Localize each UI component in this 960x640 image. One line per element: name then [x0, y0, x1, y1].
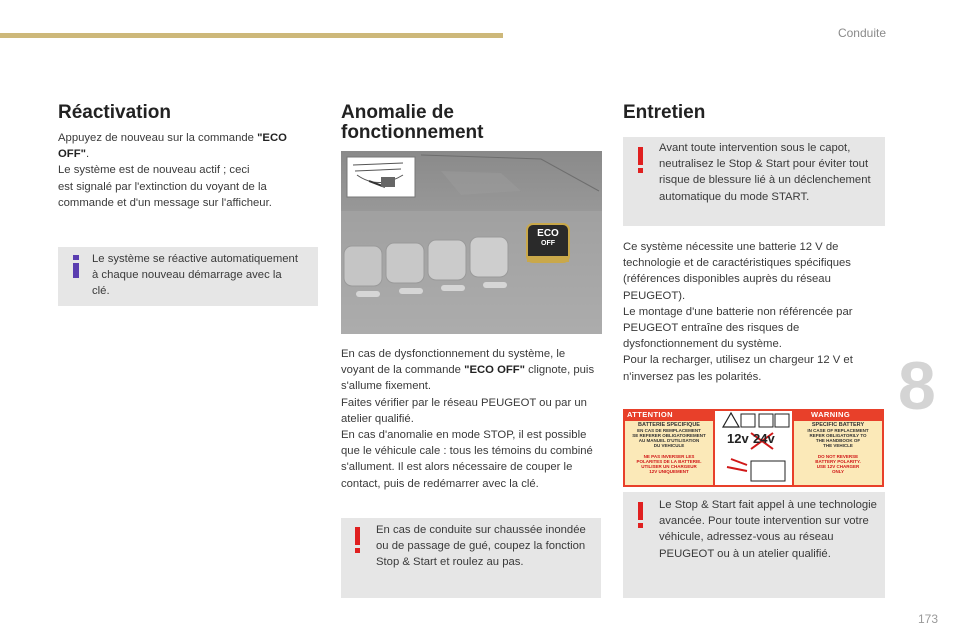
- entretien-warning-top-text: Avant toute intervention sous le capot, neutralisez le Stop & Start pour éviter tout risque de blessure lié à un déclenchement automatique du mode START.: [659, 142, 871, 203]
- chapter-number: 8: [898, 348, 936, 424]
- entretien-paragraph-3: Pour la recharger, utilisez un chargeur 12 V et n'inversez pas les polarités.: [623, 354, 853, 383]
- anomalie-paragraph-1: En cas de dysfonctionnement du système, le voyant de la commande "ECO OFF" clignote, puis s'allume fixement.: [341, 348, 595, 393]
- anomalie-paragraph-2: Faites vérifier par le réseau PEUGEOT ou par un atelier qualifié.: [341, 396, 587, 425]
- battery-warning-label: [623, 409, 884, 487]
- page-number: 173: [917, 612, 938, 626]
- anomalie-title: Anomalie de fonctionnement: [341, 102, 484, 143]
- header-accent-bar: [0, 33, 503, 38]
- entretien-title: Entretien: [623, 102, 706, 123]
- label-12v: 12v: [727, 431, 749, 446]
- anomalie-warning-text: En cas de conduite sur chaussée inondée ou de passage de gué, coupez la fonction Stop & Start et roulez au pas.: [376, 524, 586, 569]
- entretien-warning-top-box: [623, 137, 885, 226]
- entretien-text: [623, 239, 885, 385]
- label-fr-text: BATTERIE SPECIFIQUE EN CAS DE REMPLACEMENT SE REFERER OBLIGATOIREMENT AU MANUEL D'UTILISATION DU VEHICULE NE PAS INVERSER LES POLARITES DE LA BATTERIE. UTILISER UN CHARGEUR 12V UNIQUEMENT: [632, 422, 706, 474]
- reactivation-title: Réactivation: [58, 102, 171, 123]
- reactivation-info-box: [58, 247, 318, 306]
- entretien-paragraph-1: Ce système nécessite une batterie 12 V de technologie et de caractéristiques spécifiques (références disponibles auprès du réseau PEUGEOT).: [623, 241, 851, 302]
- label-en-text: SPECIFIC BATTERY IN CASE OF REPLACEMENT REFER OBLIGATORILY TO THE HANDBOOK OF THE VEHICLE DO NOT REVERSE BATTERY POLARITY. USE 12V CHARGER ONLY: [807, 422, 869, 474]
- eco-off-label: ECO OFF: [537, 228, 559, 247]
- entretien-warning-bottom-text: Le Stop & Start fait appel à une technologie avancée. Pour toute intervention sur votre véhicule, adressez-vous au réseau PEUGEOT ou à un atelier qualifié.: [659, 499, 877, 560]
- label-warning: WARNING: [811, 410, 851, 419]
- anomalie-text: [341, 346, 601, 492]
- label-24v: 24v: [753, 431, 775, 446]
- anomalie-warning-box: [341, 518, 601, 598]
- entretien-warning-bottom-box: [623, 492, 885, 598]
- label-attention: ATTENTION: [627, 410, 673, 419]
- eco-off-button-photo: [341, 151, 602, 334]
- reactivation-info-text: Le système se réactive automatiquement à chaque nouveau démarrage avec la clé.: [92, 253, 298, 298]
- section-label: Conduite: [837, 26, 886, 40]
- entretien-paragraph-2: Le montage d'une batterie non référencée par PEUGEOT entraîne des risques de dysfonctionnement du système.: [623, 305, 853, 351]
- reactivation-column: [58, 103, 320, 211]
- reactivation-paragraph-2: Le système est de nouveau actif ; ceci est signalé par l'extinction du voyant de la commande et d'un message sur l'afficheur.: [58, 164, 272, 209]
- reactivation-paragraph-1: Appuyez de nouveau sur la commande "ECO OFF".: [58, 132, 287, 161]
- anomalie-paragraph-3: En cas d'anomalie en mode STOP, il est possible que le véhicule cale : tous les témoins du combiné s'allument. Il est alors nécessaire de couper le contact, puis de redémarrer avec la clé.: [341, 429, 593, 490]
